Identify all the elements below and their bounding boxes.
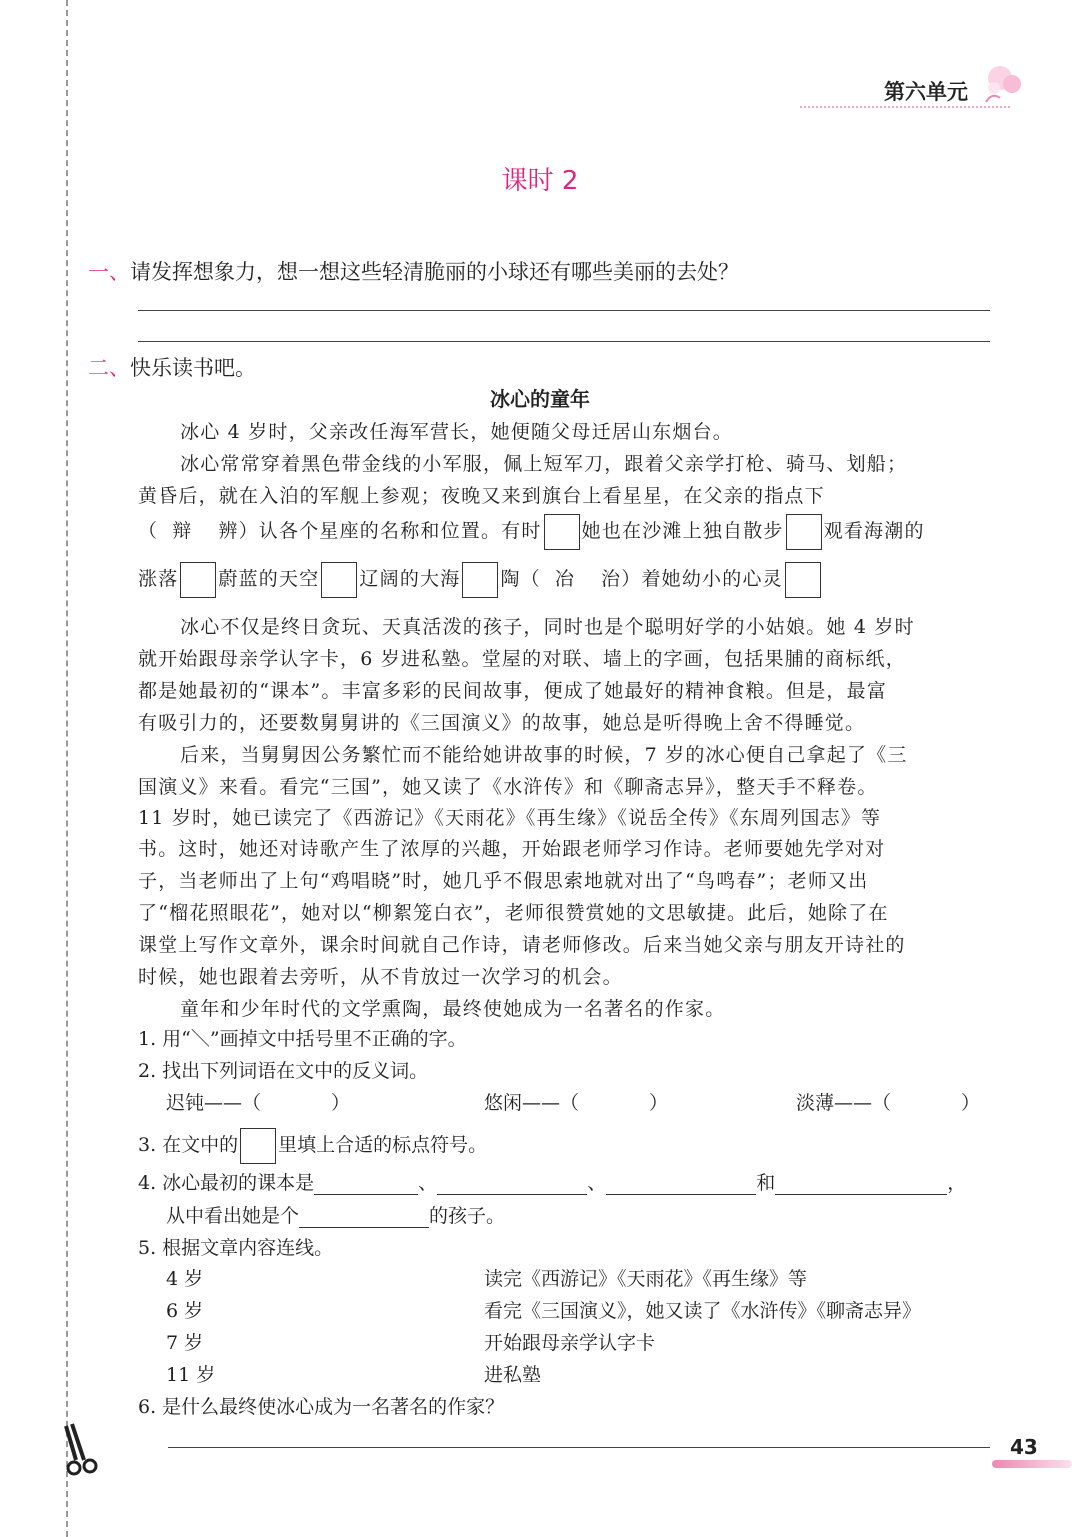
punctuation-box[interactable] [544,514,580,550]
section-1-heading [88,256,739,286]
story-line: 都是她最初的“课本”。丰富多彩的民间故事，便成了她最好的精神食粮。但是，最富 [138,680,888,702]
flower-decoration-icon [978,62,1028,108]
question-5: 5. 根据文章内容连线。 [138,1237,334,1259]
story-line: 后来，当舅舅因公务繁忙而不能给她讲故事的时候，7 岁的冰心便自己拿起了《三 [180,744,908,766]
story-line: 了“榴花照眼花”，她对以“柳絮笼白衣”，老师很赞赏她的文思敏捷。此后，她除了在 [138,902,889,924]
story-line: 有吸引力的，还要数舅舅讲的《三国演义》的故事，她总是听得晚上舍不得睡觉。 [138,712,866,734]
story-line: 国演义》来看。看完“三国”，她又读了《水浒传》和《聊斋志异》，整天手不释卷。 [138,776,878,798]
punctuation-box[interactable] [180,562,216,598]
story-line: 课堂上写作文章外，课余时间就自己作诗，请老师修改。后来当她父亲与朋友开诗社的 [138,934,906,956]
match-left[interactable]: 11 岁 [166,1364,216,1386]
match-right[interactable]: 进私塾 [484,1364,542,1386]
choice-char[interactable]: 辨 [218,520,239,542]
match-left[interactable]: 7 岁 [166,1332,204,1354]
question-4-cont: 从中看出她是个 的孩子。 [166,1205,506,1227]
match-left[interactable]: 6 岁 [166,1300,204,1322]
match-right[interactable]: 读完《西游记》《天雨花》《再生缘》等 [484,1268,808,1290]
page-number: 43 [1010,1435,1038,1459]
answer-blank[interactable] [775,1176,947,1195]
story-line: 童年和少年时代的文学熏陶，最终使她成为一名著名的作家。 [180,998,726,1020]
answer-blank[interactable] [299,1209,429,1228]
story-line: 书。这时，她还对诗歌产生了浓厚的兴趣，开始跟老师学习作诗。老师要她先学对对 [138,838,886,860]
punctuation-box[interactable] [462,562,498,598]
answer-line-1[interactable] [138,310,990,311]
story-line: 子，当老师出了上句“鸡唱晓”时，她几乎不假思索地就对出了“鸟鸣春”；老师又出 [138,870,869,892]
punctuation-box[interactable] [786,514,822,550]
section-1-number: 一、 [88,260,130,284]
q2-item[interactable]: 淡薄——（ ） [796,1092,981,1114]
match-right[interactable]: 开始跟母亲学认字卡 [484,1332,656,1354]
lesson-title: 课时 2 [501,166,579,196]
match-left[interactable]: 4 岁 [166,1268,204,1290]
choice-char[interactable]: 冶 [554,568,576,590]
q2-item[interactable]: 悠闲——（ ） [484,1092,669,1114]
page-number-bar [992,1460,1072,1468]
q2-item[interactable]: 迟钝——（ ） [166,1092,351,1114]
question-2: 2. 找出下列词语在文中的反义词。 [138,1060,429,1082]
section-2-number: 二、 [88,356,130,380]
section-2-text: 快乐读书吧。 [130,356,256,380]
section-1-text: 请发挥想象力，想一想这些轻清脆丽的小球还有哪些美丽的去处？ [130,260,739,284]
story-line: 冰心不仅是终日贪玩、天真活泼的孩子，同时也是个聪明好学的小姑娘。她 4 岁时 [180,616,915,638]
answer-blank[interactable] [437,1176,587,1195]
header-rule [800,106,1010,108]
punctuation-box[interactable] [321,562,357,598]
story-line: 冰心 4 岁时，父亲改任海军营长，她便随父母迁居山东烟台。 [180,421,733,443]
story-line: 黄昏后，就在入泊的军舰上参观；夜晚又来到旗台上看星星，在父亲的指点下 [138,485,825,507]
story-line: 11 岁时，她已读完了《西游记》《天雨花》《再生缘》《说岳全传》《东周列国志》等 [138,807,882,829]
story-title: 冰心的童年 [490,387,590,411]
story-line: 冰心常常穿着黑色带金线的小军服，佩上短军刀，跟着父亲学打枪、骑马、划船； [180,453,908,475]
story-line: 就开始跟母亲学认字卡，6 岁进私塾。堂屋的对联、墙上的字画，包括果脯的商标纸， [138,648,906,670]
unit-label: 第六单元 [884,80,968,104]
example-box [240,1128,276,1164]
answer-blank[interactable] [314,1176,418,1195]
section-2-heading [88,352,256,382]
story-line-with-boxes: （ 辩 辨）认各个星座的名称和位置。有时 她也在沙滩上独自散步 观看海潮的 [138,514,925,550]
story-line: 时候，她也跟着去旁听，从不肯放过一次学习的机会。 [138,966,623,988]
scissors-icon [58,1420,102,1480]
question-6: 6. 是什么最终使冰心成为一名著名的作家？ [138,1396,505,1418]
answer-blank[interactable] [606,1176,756,1195]
answer-line-q6[interactable] [168,1447,990,1448]
answer-line-2[interactable] [138,341,990,342]
choice-char[interactable]: 治 [601,568,622,590]
question-1: 1. 用“＼”画掉文中括号里不正确的字。 [138,1028,467,1050]
choice-char[interactable]: 辩 [172,520,193,542]
question-4: 4. 冰心最初的课本是 、 、 和 ， [138,1172,967,1194]
story-line-with-boxes: 涨落 蔚蓝的天空 辽阔的大海 陶（ 冶 治）着她幼小的心灵 [138,562,823,598]
question-3: 3. 在文中的 里填上合适的标点符号。 [138,1128,487,1164]
punctuation-box[interactable] [785,562,821,598]
match-right[interactable]: 看完《三国演义》，她又读了《水浒传》《聊斋志异》 [484,1300,922,1322]
cut-line [66,0,68,1537]
